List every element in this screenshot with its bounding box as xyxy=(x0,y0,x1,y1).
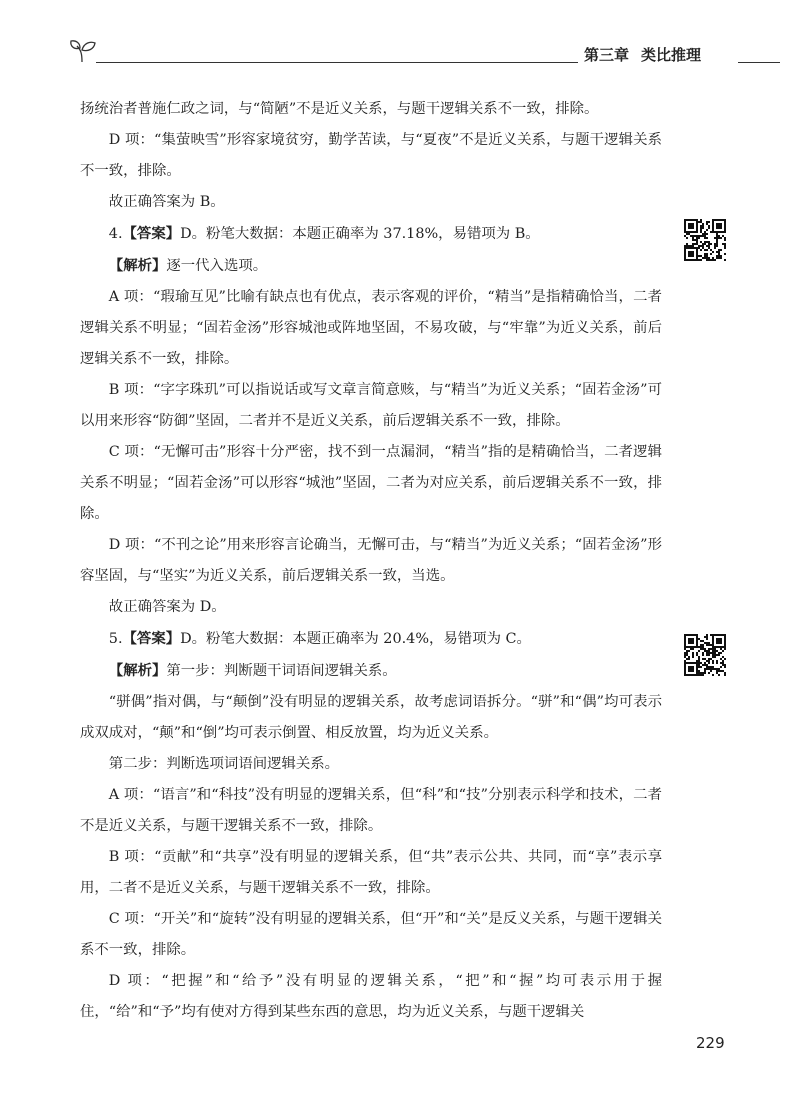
question-4-answer xyxy=(80,218,662,250)
paragraph: C 项：“开关”和“旋转”没有明显的逻辑关系，但“开”和“关”是反义关系，与题干逻辑关系不一致，排除。 xyxy=(80,911,662,958)
analysis-label: 【解析】 xyxy=(108,662,167,679)
paragraph: A 项：“瑕瑜互见”比喻有缺点也有优点，表示客观的评价，“精当”是指精确恰当，二者逻辑关系不明显；“固若金汤”形容城池或阵地坚固，不易攻破，与“牢靠”为近义关系，前后逻辑关系不一致，排除。 xyxy=(80,289,662,367)
header-rule-end xyxy=(738,62,780,63)
leaf-icon xyxy=(68,38,98,64)
answer-text: D。粉笔大数据：本题正确率为 20.4%，易错项为 C。 xyxy=(180,631,531,647)
analysis-text: 逐一代入选项。 xyxy=(166,258,268,274)
header-rule xyxy=(96,62,578,63)
paragraph: B 项：“贡献”和“共享”没有明显的逻辑关系，但“共”表示公共、共同，而“享”表示享用，二者不是近义关系，与题干逻辑关系不一致，排除。 xyxy=(80,849,662,896)
paragraph: A 项：“语言”和“科技”没有明显的逻辑关系，但“科”和“技”分别表示科学和技术，二者不是近义关系，与题干逻辑关系不一致，排除。 xyxy=(80,787,662,834)
qr-code-icon[interactable] xyxy=(682,217,728,263)
paragraph: 扬统治者普施仁政之词，与“简陋”不是近义关系，与题干逻辑关系不一致，排除。 xyxy=(80,101,599,117)
paragraph: “骈偶”指对偶，与“颠倒”没有明显的逻辑关系，故考虑词语拆分。“骈”和“偶”均可表示成双成对，“颠”和“倒”均可表示倒置、相反放置，均为近义关系。 xyxy=(80,694,662,741)
answer-label: 【答案】 xyxy=(122,630,181,647)
paragraph: 第二步：判断选项词语间逻辑关系。 xyxy=(108,756,340,772)
paragraph: 故正确答案为 D。 xyxy=(108,599,226,615)
question-5-answer xyxy=(80,623,662,655)
question-number: 5. xyxy=(108,631,123,647)
question-4-analysis xyxy=(80,250,662,282)
analysis-text: 第一步：判断题干词语间逻辑关系。 xyxy=(166,663,397,679)
page-number: 229 xyxy=(696,1034,725,1052)
paragraph: D 项：“不刊之论”用来形容言论确当，无懈可击，与“精当”为近义关系；“固若金汤”形容坚固，与“坚实”为近义关系，前后逻辑关系一致，当选。 xyxy=(80,537,662,584)
question-number: 4. xyxy=(108,226,123,242)
answer-text: D。粉笔大数据：本题正确率为 37.18%，易错项为 B。 xyxy=(180,226,540,242)
paragraph: D 项：“集萤映雪”形容家境贫穷，勤学苦读，与“夏夜”不是近义关系，与题干逻辑关系不一致，排除。 xyxy=(80,132,662,179)
paragraph: C 项：“无懈可击”形容十分严密，找不到一点漏洞，“精当”指的是精确恰当，二者逻辑关系不明显；“固若金汤”可以形容“城池”坚固，二者为对应关系，前后逻辑关系不一致，排除。 xyxy=(80,444,662,522)
paragraph: 故正确答案为 B。 xyxy=(108,194,225,210)
qr-code-icon[interactable] xyxy=(682,632,728,678)
paragraph: B 项：“字字珠玑”可以指说话或写文章言简意赅，与“精当”为近义关系；“固若金汤”可以用来形容“防御”坚固，二者并不是近义关系，前后逻辑关系不一致，排除。 xyxy=(80,382,662,429)
answer-label: 【答案】 xyxy=(122,225,181,242)
question-5-analysis xyxy=(80,655,662,687)
page-body xyxy=(80,94,662,1028)
analysis-label: 【解析】 xyxy=(108,257,167,274)
chapter-title: 类比推理 xyxy=(641,46,702,64)
chapter-number: 第三章 xyxy=(584,46,630,64)
chapter-header xyxy=(584,44,701,65)
paragraph: D 项：“把握”和“给予”没有明显的逻辑关系，“把”和“握”均可表示用于握住，“给”和“予”均有使对方得到某些东西的意思，均为近义关系，与题干逻辑关 xyxy=(80,973,662,1020)
